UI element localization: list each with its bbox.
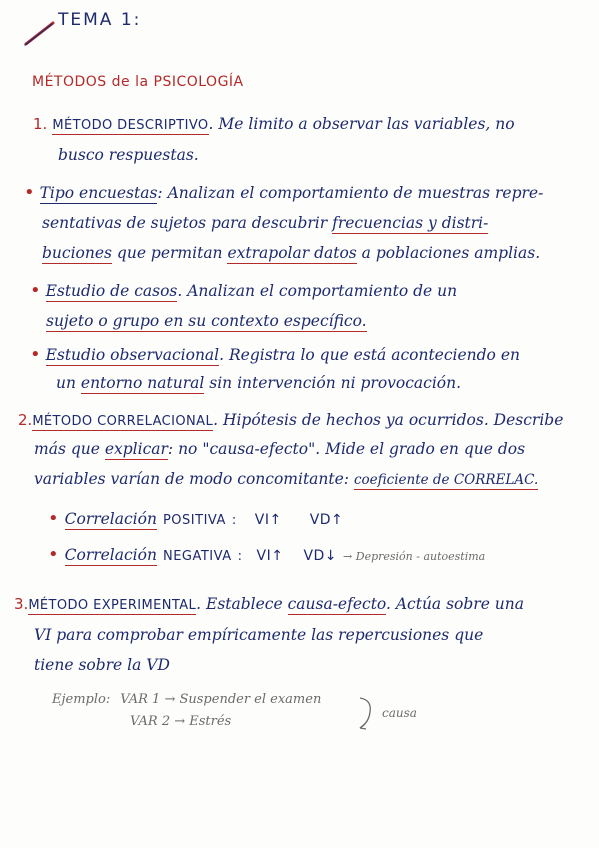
section-2-text-3b: coeficiente de CORRELAC. [353,472,539,488]
correlation-negative-vd: VD↓ [303,548,338,564]
bullet-casos-line-2 [46,312,367,330]
section-2-heading: MÉTODO CORRELACIONAL [32,414,214,429]
section-1-heading-line [33,114,515,133]
section-2-heading-line [18,410,563,429]
bullet-observacional-term: Estudio observacional [45,346,220,364]
section-2-line-3 [34,470,538,488]
section-1-text-b: busco respuestas. [58,146,199,164]
correlation-negative-line [48,544,485,566]
bullet-observacional-text-2a: un [56,374,81,392]
bullet-dot-icon: • [24,182,35,203]
bullet-encuestas-line-3 [42,244,540,262]
correlation-positive-colon: : [231,513,237,528]
bullet-casos-text-1: . Analizan el comportamiento de un [177,282,458,300]
bullet-encuestas-line-1 [24,182,543,203]
bullet-encuestas-text-3c: extrapolar datos [227,244,357,262]
bullet-encuestas-text-3d: a poblaciones amplias. [356,244,541,262]
section-2-text-2a: más que [34,440,105,458]
bullet-encuestas-text-3b: que permitan [112,244,228,262]
bullet-casos-term: Estudio de casos [45,282,178,300]
bullet-dot-icon: • [30,344,41,365]
section-2-text-2c: : no "causa-efecto". Mide el grado en que dos [167,440,526,458]
bullet-observacional-text-2b: entorno natural [80,374,205,392]
example-label: Ejemplo: [52,692,111,707]
correlation-negative-example: → Depresión - autoestima [343,550,486,563]
section-3-line-3: tiene sobre la VD [34,656,170,674]
section-3-text-1b: causa-efecto [287,595,386,613]
bullet-observacional-line-1 [30,344,520,365]
bullet-dot-icon: • [48,508,59,529]
bullet-casos-text-2: sujeto o grupo en su contexto específico. [46,312,367,330]
bullet-encuestas-text-2a: sentativas de sujetos para descubrir [42,214,333,232]
correlation-negative-colon: : [237,549,243,564]
section-2-text-1: . Hipótesis de hechos ya ocurridos. Describe [213,411,564,429]
section-2-text-2b: explicar [104,440,168,458]
pen-stroke-icon [22,18,58,48]
section-2-line-2 [34,440,525,458]
bullet-dot-icon: • [30,280,41,301]
section-3-line-2: VI para comprobar empíricamente las repercusiones que [34,626,484,644]
section-title: MÉTODOS de la PSICOLOGÍA [32,74,244,90]
correlation-positive-kind: POSITIVA [162,513,226,528]
example-var-2: VAR 2 → Estrés [130,714,232,729]
bullet-observacional-text-1: . Registra lo que está aconteciendo en [219,346,520,364]
correlation-negative-kind: NEGATIVA [162,549,232,564]
section-1-heading: MÉTODO DESCRIPTIVO [52,118,209,133]
section-1-number: 1. [33,115,48,133]
bullet-encuestas-line-2 [42,214,488,232]
section-2-number: 2. [18,411,33,429]
bullet-encuestas-text-3a: buciones [42,244,112,262]
example-var-1: VAR 1 → Suspender el examen [120,692,322,707]
correlation-positive-label: Correlación [64,510,157,528]
correlation-negative-label: Correlación [64,546,157,564]
bullet-encuestas-text-2b: frecuencias y distri- [332,214,489,232]
bullet-casos-line-1 [30,280,457,301]
section-1-text-a: . Me limito a observar las variables, no [208,115,515,133]
section-3-heading: MÉTODO EXPERIMENTAL [28,598,197,613]
bullet-encuestas-text-1: : Analizan el comportamiento de muestras repre- [157,184,544,202]
section-3-number: 3. [14,595,29,613]
bullet-dot-icon: • [48,544,59,565]
section-3-text-1a: . Establece [196,595,288,613]
correlation-negative-vi: VI↑ [256,548,284,564]
example-cause: causa [382,706,417,720]
correlation-positive-vi: VI↑ [254,512,282,528]
correlation-positive-vd: VD↑ [309,512,344,528]
bullet-observacional-text-2c: sin intervención ni provocación. [204,374,462,392]
section-3-heading-line [14,594,524,613]
section-2-text-3a: variables varían de modo concomitante: [34,470,354,488]
bullet-observacional-line-2 [56,374,461,392]
section-3-text-1c: . Actúa sobre una [385,595,525,613]
bullet-encuestas-term: Tipo encuestas [39,184,158,202]
correlation-positive-line [48,508,343,530]
page-title: TEMA 1: [58,10,142,30]
example-row-1 [52,692,321,707]
